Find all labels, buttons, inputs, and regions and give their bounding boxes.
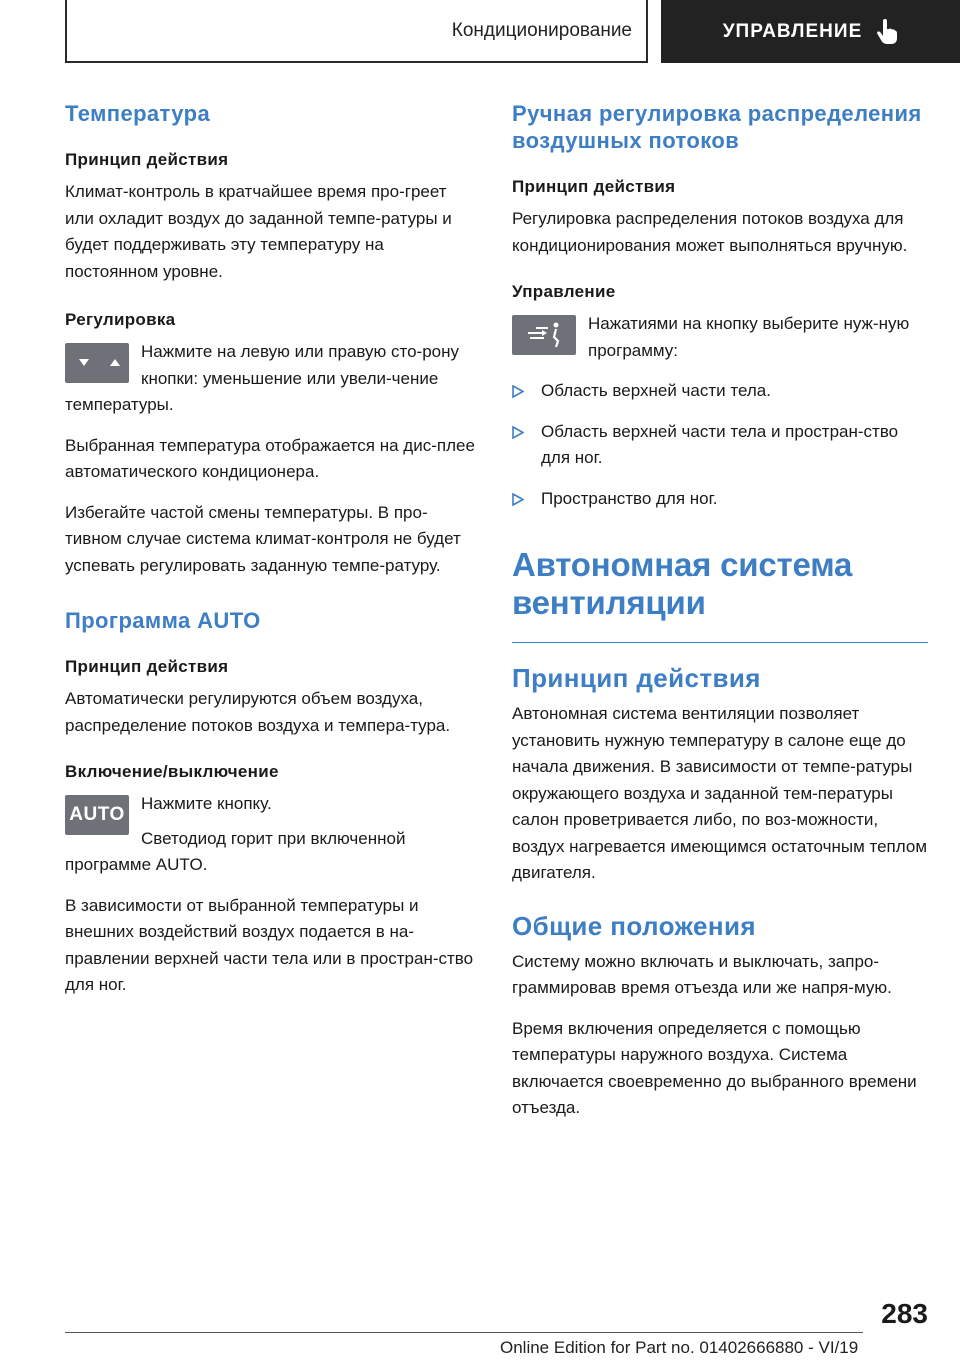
section-divider	[512, 642, 928, 643]
triangle-bullet-icon	[512, 493, 524, 506]
pointing-hand-icon	[876, 19, 898, 45]
temperature-adjust-text: Нажмите на левую или правую сто-рону кнопки: уменьшение или увели-чение температуры.	[65, 342, 460, 414]
manual-program-list	[512, 378, 928, 512]
manual-principle-heading: Принцип действия	[512, 177, 676, 196]
temperature-heading: Температура	[65, 101, 211, 126]
list-item	[512, 419, 928, 472]
temperature-display-text: Выбранная температура отображается на дис-плее автоматического кондиционера.	[65, 435, 475, 481]
auto-principle-heading: Принцип действия	[65, 657, 229, 676]
manual-control-block	[512, 311, 928, 364]
triangle-bullet-icon	[512, 426, 524, 439]
list-item-text: Область верхней части тела и простран-ство для ног.	[541, 421, 899, 467]
auto-led-text: Светодиод горит при включенной программе AUTO.	[65, 828, 406, 874]
list-item-text: Область верхней части тела.	[541, 381, 771, 400]
left-column	[65, 100, 477, 1013]
list-item	[512, 486, 928, 513]
auto-press-text: Нажмите кнопку.	[141, 794, 272, 813]
temperature-adjust-heading: Регулировка	[65, 310, 176, 329]
temperature-rocker-button-icon	[65, 343, 129, 383]
ventilation-general-heading: Общие положения	[512, 910, 756, 941]
list-item	[512, 378, 928, 405]
auto-program-heading: Программа AUTO	[65, 608, 261, 633]
ventilation-principle-heading: Принцип действия	[512, 663, 761, 693]
ventilation-general-text-1: Систему можно включать и выключать, запро-граммировав время отъезда или же напря-мую.	[512, 951, 892, 997]
ventilation-heading: Автономная система вентиляции	[512, 546, 853, 621]
ventilation-general-text-2: Время включения определяется с помощью температуры наружного воздуха. Система включается своевременно до выбранного времени отъезда.	[512, 1018, 917, 1117]
manual-distribution-heading: Ручная регулировка распределения воздушных потоков	[512, 101, 922, 153]
manual-control-heading: Управление	[512, 282, 616, 301]
temperature-principle-heading: Принцип действия	[65, 150, 229, 169]
footer-edition: Online Edition for Part no. 01402666880 - VI/19	[500, 1338, 859, 1357]
auto-depend-text: В зависимости от выбранной температуры и внешних воздействий воздух подается в на-правлении верхней части тела или в простран-ство для ног.	[65, 895, 474, 994]
triangle-bullet-icon	[512, 385, 524, 398]
ventilation-principle-text: Автономная система вентиляции позволяет установить нужную температуру в салоне еще до начала движения. В зависимости от темпе-ратуры окружающего воздуха и заданной тем-пературы салон проветривается либо, по воз-можности, воздух нагревается имеющимся остаточным теплом двигателя.	[512, 704, 928, 882]
header-chapter-title: УПРАВЛЕНИЕ	[722, 20, 863, 42]
header-chapter-tab	[661, 0, 960, 63]
auto-button-icon: AUTO	[65, 795, 129, 835]
temperature-principle-text: Климат-контроль в кратчайшее время про-греет или охладит воздух до заданной темпе-ратуры и будет поддерживать эту температуру на постоянном уровне.	[65, 182, 452, 281]
auto-onoff-heading: Включение/выключение	[65, 762, 279, 781]
auto-onoff-block	[65, 791, 477, 879]
temperature-avoid-text: Избегайте частой смены температуры. В про-тивном случае система климат-контроля не будет успевать регулировать заданную темпе-ратуру.	[65, 502, 461, 575]
page-number: 283	[881, 1298, 928, 1329]
temperature-adjust-block	[65, 339, 477, 419]
auto-principle-text: Автоматически регулируются объем воздуха, распределение потоков воздуха и темпера-тура.	[65, 689, 451, 735]
air-distribution-button-icon	[512, 315, 576, 355]
header-section-tab	[65, 0, 648, 63]
manual-principle-text: Регулировка распределения потоков воздуха для кондиционирования может выполняться вручную.	[512, 209, 908, 255]
header-section-title: Кондиционирование	[451, 19, 632, 41]
footer-divider	[65, 1332, 863, 1333]
manual-control-text: Нажатиями на кнопку выберите нуж-ную программу:	[588, 314, 910, 360]
right-column	[512, 100, 928, 1136]
list-item-text: Пространство для ног.	[541, 488, 718, 508]
